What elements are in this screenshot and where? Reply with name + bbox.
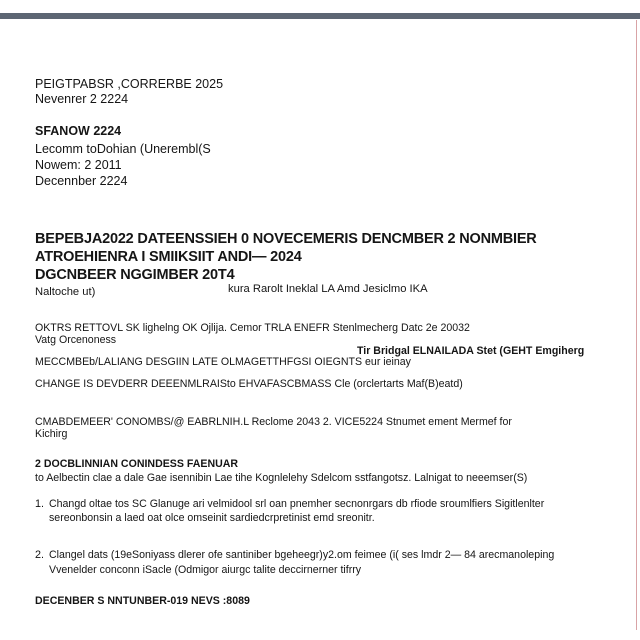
headline-sub-left: Naltoche ut) bbox=[35, 286, 96, 298]
section-line-2: Vatg Orcenoness bbox=[35, 334, 117, 346]
section-line-5: CHANGE IS DEVDERR DEEENMLRAISto EHVAFASCBMASS Cle (orclertarts Maf(B)eatd) bbox=[35, 378, 463, 390]
section-line-1: OKTRS RETTOVL SK lighelng OK Ojlija. Cemor TRLA ENEFR Stenlmecherg Datc 2e 20032 bbox=[35, 322, 470, 334]
list-item-line-2: Vvenelder conconn iSacle (Odmigor aiurgc talite deccirnerner tifrry bbox=[49, 564, 362, 576]
header-line-1: PEIGTPABSR ,CORRERBE 2025 bbox=[35, 77, 224, 91]
headline-line-2: ATROEHIENRA I SMIIKSIIT ANDI— 2024 bbox=[35, 249, 302, 265]
block2-title: SFANOW 2224 bbox=[35, 124, 122, 138]
headline-line-1: BEPEBJA2022 DATEENSSIEH 0 NOVECEMERIS DENCMBER 2 NONMBIER bbox=[35, 231, 537, 247]
footer-text: DECENBER S NNTUNBER-019 NEVS :8089 bbox=[35, 595, 250, 607]
headline-line-3: DGCNBEER NGGIMBER 20T4 bbox=[35, 267, 235, 283]
list-item-number: 1. bbox=[35, 498, 45, 510]
section-line-3: Tir Bridgal ELNAILADA Stet (GEHT Emgiherg bbox=[357, 345, 585, 357]
section-line-6: CMABDEMEER' CONOMBS/@ EABRLNIH.L Reclome 2043 2. VICE5224 Stnumet ement Mermef for bbox=[35, 416, 512, 428]
list-item-line-1: Clangel dats (19eSoniyass dlerer ofe santiniber bgeheegr)y2.om feimee (i( ses lmdr 2— 84 arecmanoleping bbox=[49, 549, 555, 561]
list-title: 2 DOCBLINNIAN CONINDESS FAENUAR bbox=[35, 458, 239, 470]
right-margin-rule bbox=[636, 20, 637, 630]
section-line-4: MECCMBEb/LALIANG DESGIIN LATE OLMAGETTHFGSI OIEGNTS eur ieinay bbox=[35, 356, 411, 368]
section-line-7: Kichirg bbox=[35, 428, 68, 440]
list-item-line-2: sereonbonsin a laed oat olce omseinit sardiedcrpretinist emd sreonitr. bbox=[49, 512, 375, 524]
header-line-2: Nevenrer 2 2224 bbox=[35, 92, 129, 106]
headline-sub-right: kura Rarolt Ineklal LA Amd Jesiclmo IKA bbox=[228, 283, 428, 295]
list-item-line-1: Changd oltae tos SC Glanuge ari velmidool srl oan pnemher secnonrgars db rfiode sroumlfiers Sigitlenlter bbox=[49, 498, 545, 510]
list-item-number: 2. bbox=[35, 549, 45, 561]
block2-line-1: Lecomm toDohian (Unerembl(S bbox=[35, 142, 211, 156]
block2-line-2: Nowem: 2 2011 bbox=[35, 158, 122, 172]
list-intro: to Aelbectin clae a dale Gae isennibin Lae tihe Kognlelehy Sdelcom sstfangotsz. Lalnigat to neeemser(S) bbox=[35, 472, 528, 484]
top-accent-bar bbox=[0, 13, 640, 19]
block2-line-3: Decennber 2224 bbox=[35, 174, 128, 188]
